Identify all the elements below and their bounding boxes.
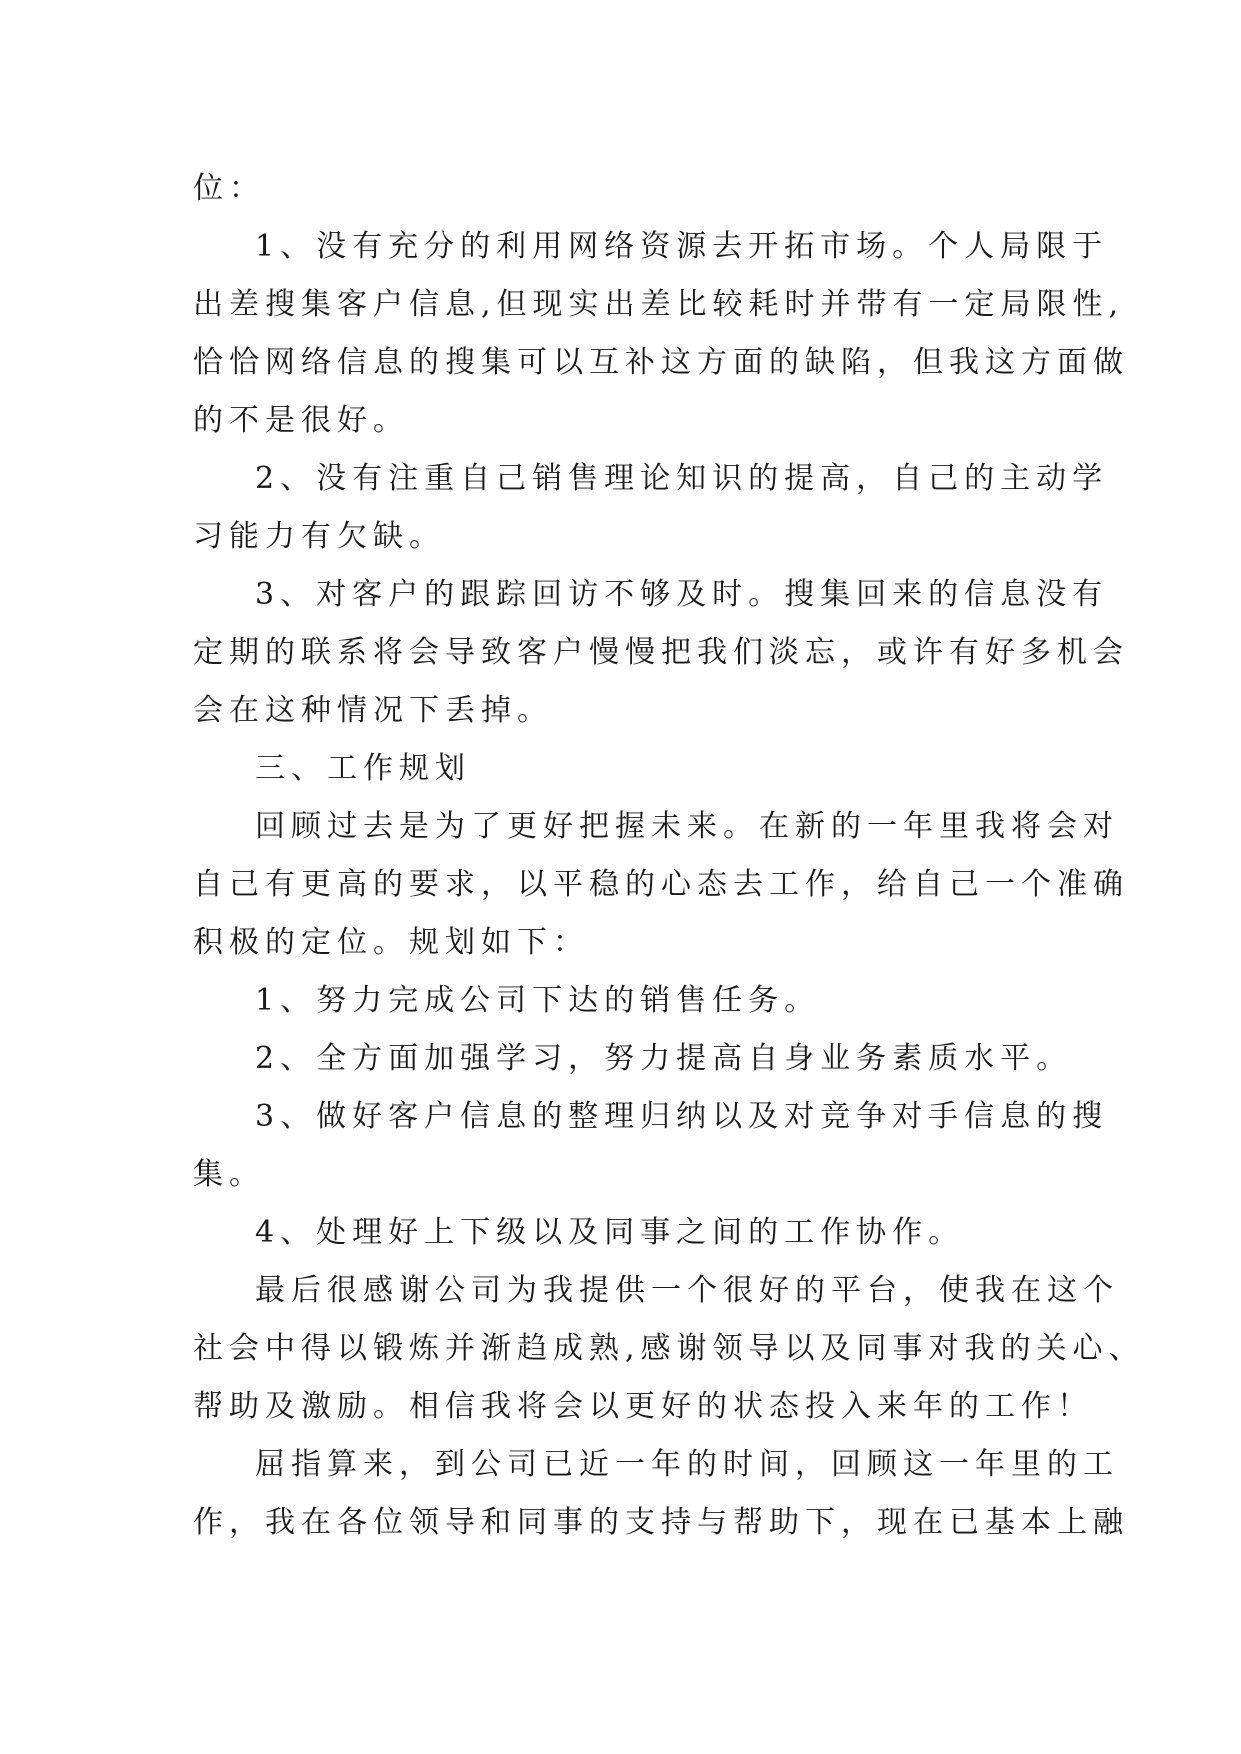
text-line: 2、全方面加强学习，努力提高自身业务素质水平。 bbox=[255, 1041, 1073, 1076]
text-line: 作，我在各位领导和同事的支持与帮助下，现在已基本上融 bbox=[193, 1505, 1129, 1540]
text-line: 会在这种情况下丢掉。 bbox=[193, 693, 553, 728]
text-line: 帮助及激励。相信我将会以更好的状态投入来年的工作！ bbox=[193, 1389, 1093, 1424]
text-line: 定期的联系将会导致客户慢慢把我们淡忘，或许有好多机会 bbox=[193, 635, 1129, 670]
section-heading: 三、工作规划 bbox=[255, 751, 471, 786]
text-line: 习能力有欠缺。 bbox=[193, 519, 445, 554]
text-line: 社会中得以锻炼并渐趋成熟,感谢领导以及同事对我的关心、 bbox=[193, 1331, 1145, 1366]
document-body bbox=[193, 160, 1145, 1552]
text-line: 回顾过去是为了更好把握未来。在新的一年里我将会对 bbox=[255, 809, 1119, 844]
text-line: 积极的定位。规划如下： bbox=[193, 925, 589, 960]
text-line: 出差搜集客户信息,但现实出差比较耗时并带有一定局限性, bbox=[193, 287, 1125, 322]
text-line: 位： bbox=[193, 171, 265, 206]
text-line: 自己有更高的要求，以平稳的心态去工作，给自己一个准确 bbox=[193, 867, 1129, 902]
text-line: 最后很感谢公司为我提供一个很好的平台，使我在这个 bbox=[255, 1273, 1119, 1308]
text-line: 3、对客户的跟踪回访不够及时。搜集回来的信息没有 bbox=[255, 577, 1109, 612]
text-line: 4、处理好上下级以及同事之间的工作协作。 bbox=[255, 1215, 965, 1250]
text-line: 集。 bbox=[193, 1157, 265, 1192]
text-line: 屈指算来，到公司已近一年的时间，回顾这一年里的工 bbox=[255, 1447, 1119, 1482]
text-line: 2、没有注重自己销售理论知识的提高，自己的主动学 bbox=[255, 461, 1109, 496]
text-line: 1、努力完成公司下达的销售任务。 bbox=[255, 983, 821, 1018]
text-line: 3、做好客户信息的整理归纳以及对竞争对手信息的搜 bbox=[255, 1099, 1109, 1134]
text-line: 恰恰网络信息的搜集可以互补这方面的缺陷，但我这方面做 bbox=[193, 345, 1129, 380]
text-line: 1、没有充分的利用网络资源去开拓市场。个人局限于 bbox=[255, 229, 1109, 264]
text-line: 的不是很好。 bbox=[193, 403, 409, 438]
